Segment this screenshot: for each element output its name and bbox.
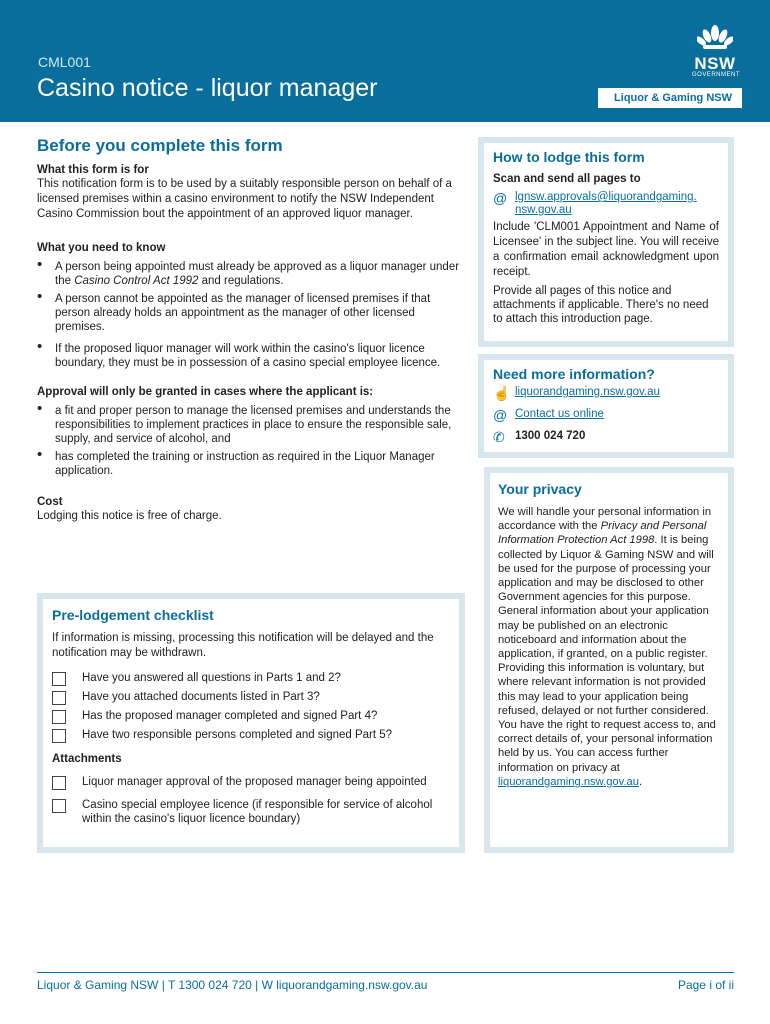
page-number: Page i of ii bbox=[677, 978, 734, 992]
before-section bbox=[37, 136, 467, 524]
email-row bbox=[493, 191, 719, 217]
website-row bbox=[493, 386, 719, 400]
footer-contact: Liquor & Gaming NSW | T 1300 024 720 | W liquorandgaming.nsw.gov.au bbox=[37, 978, 428, 992]
waratah-icon bbox=[697, 24, 733, 50]
checkbox[interactable] bbox=[52, 776, 66, 790]
attachment-item: Liquor manager approval of the proposed manager being appointed bbox=[52, 775, 450, 790]
nsw-logo bbox=[692, 24, 741, 78]
checkbox[interactable] bbox=[52, 729, 66, 743]
at-icon: @ bbox=[493, 407, 508, 423]
page-title: Casino notice - liquor manager bbox=[37, 74, 378, 102]
phone-icon: ✆ bbox=[493, 429, 505, 445]
list-item: • A person being appointed must already be approved as a liquor manager under the Casino Control Act 1992 and regulations. bbox=[37, 260, 467, 288]
checklist-intro: If information is missing, processing this notification will be delayed and the notification may be withdrawn. bbox=[52, 632, 434, 659]
logo-sub: GOVERNMENT bbox=[692, 72, 741, 78]
checkbox[interactable] bbox=[52, 691, 66, 705]
agency-tag: Liquor & Gaming NSW bbox=[598, 88, 742, 108]
pre-lodgement-checklist bbox=[37, 593, 465, 853]
checklist-title: Pre-lodgement checklist bbox=[52, 607, 214, 623]
need-to-know-list bbox=[37, 260, 467, 370]
checklist-item: Have two responsible persons completed and signed Part 5? bbox=[52, 728, 450, 743]
privacy-text: We will handle your personal information in accordance with the Privacy and Personal Information Protection Act 1998. It is being collected by Liquor & Gaming NSW and will be used for the purpose of processing your application and may be disclosed to other Government agencies for this purpose. General information about your application may be published on an electronic noticeboard and information about the application, if granted, on a public register. Providing this information is voluntary, but where relevant information is not provided this may lead to your application being refused, delayed or not further considered. You have the right to request access to, and correct details of, your personal information held by us. You can access further information on privacy at liquorandgaming.nsw.gov.au. bbox=[498, 506, 716, 788]
form-code: CML001 bbox=[38, 54, 91, 70]
privacy-title: Your privacy bbox=[498, 481, 582, 497]
email-link[interactable]: lgnsw.approvals@liquorandgaming. nsw.gov.au bbox=[515, 191, 697, 216]
cost-label: Cost bbox=[37, 496, 63, 508]
approval-label: Approval will only be granted in cases where the applicant is: bbox=[37, 386, 374, 398]
attachments-label: Attachments bbox=[52, 753, 122, 765]
before-heading: Before you complete this form bbox=[37, 136, 283, 155]
how-to-lodge-panel bbox=[478, 137, 734, 347]
contact-row bbox=[493, 408, 719, 422]
logo-name: NSW bbox=[694, 54, 736, 73]
checkbox[interactable] bbox=[52, 799, 66, 813]
what-for-label: What this form is for bbox=[37, 164, 149, 176]
more-info-title: Need more information? bbox=[493, 366, 655, 382]
list-item: • A person cannot be appointed as the manager of licensed premises if that person already holds an appointment as the manager of other licensed premises. bbox=[37, 292, 467, 334]
more-info-panel bbox=[478, 354, 734, 458]
phone-number: 1300 024 720 bbox=[515, 430, 586, 442]
checklist-item: Have you attached documents listed in Part 3? bbox=[52, 690, 450, 705]
provide-text: Provide all pages of this notice and attachments if applicable. There's no need to attach this introduction page. bbox=[493, 285, 709, 325]
attachment-item: Casino special employee licence (if responsible for service of alcohol within the casino's liquor licence boundary) bbox=[52, 798, 450, 826]
page-header bbox=[0, 0, 770, 122]
approval-list bbox=[37, 404, 467, 478]
scan-label: Scan and send all pages to bbox=[493, 173, 641, 185]
cost-text: Lodging this notice is free of charge. bbox=[37, 510, 222, 522]
checklist-item: Has the proposed manager completed and signed Part 4? bbox=[52, 709, 450, 724]
list-item: • a fit and proper person to manage the licensed premises and understands the responsibilities to implement practices in place to ensure the responsible sale, supply, and service of alcohol, and bbox=[37, 404, 467, 446]
at-icon: @ bbox=[493, 190, 508, 206]
lodge-title: How to lodge this form bbox=[493, 149, 645, 165]
what-for-text: This notification form is to be used by a suitably responsible person on behalf of a licensed premises within a casino environment to notify the NSW Independent Casino Commission bout the appointment of an approved liquor manager. bbox=[37, 178, 452, 220]
checkbox[interactable] bbox=[52, 672, 66, 686]
phone-row bbox=[493, 430, 719, 444]
list-item: • If the proposed liquor manager will work within the casino's liquor licence boundary, they must be in possession of a casino special employee licence. bbox=[37, 342, 467, 370]
privacy-link[interactable]: liquorandgaming.nsw.gov.au bbox=[498, 775, 639, 788]
include-text: Include 'CLM001 Appointment and Name of Licensee' in the subject line. You will receive a confirmation email acknowledgment upon receipt. bbox=[493, 221, 719, 278]
privacy-panel bbox=[484, 467, 734, 853]
click-icon: ☝ bbox=[493, 385, 511, 401]
need-to-know-label: What you need to know bbox=[37, 242, 166, 254]
website-link[interactable]: liquorandgaming.nsw.gov.au bbox=[515, 386, 660, 398]
checklist-item: Have you answered all questions in Parts 1 and 2? bbox=[52, 671, 450, 686]
page-footer bbox=[37, 972, 734, 992]
list-item: • has completed the training or instruction as required in the Liquor Manager application. bbox=[37, 450, 467, 478]
checkbox[interactable] bbox=[52, 710, 66, 724]
contact-link[interactable]: Contact us online bbox=[515, 408, 604, 420]
